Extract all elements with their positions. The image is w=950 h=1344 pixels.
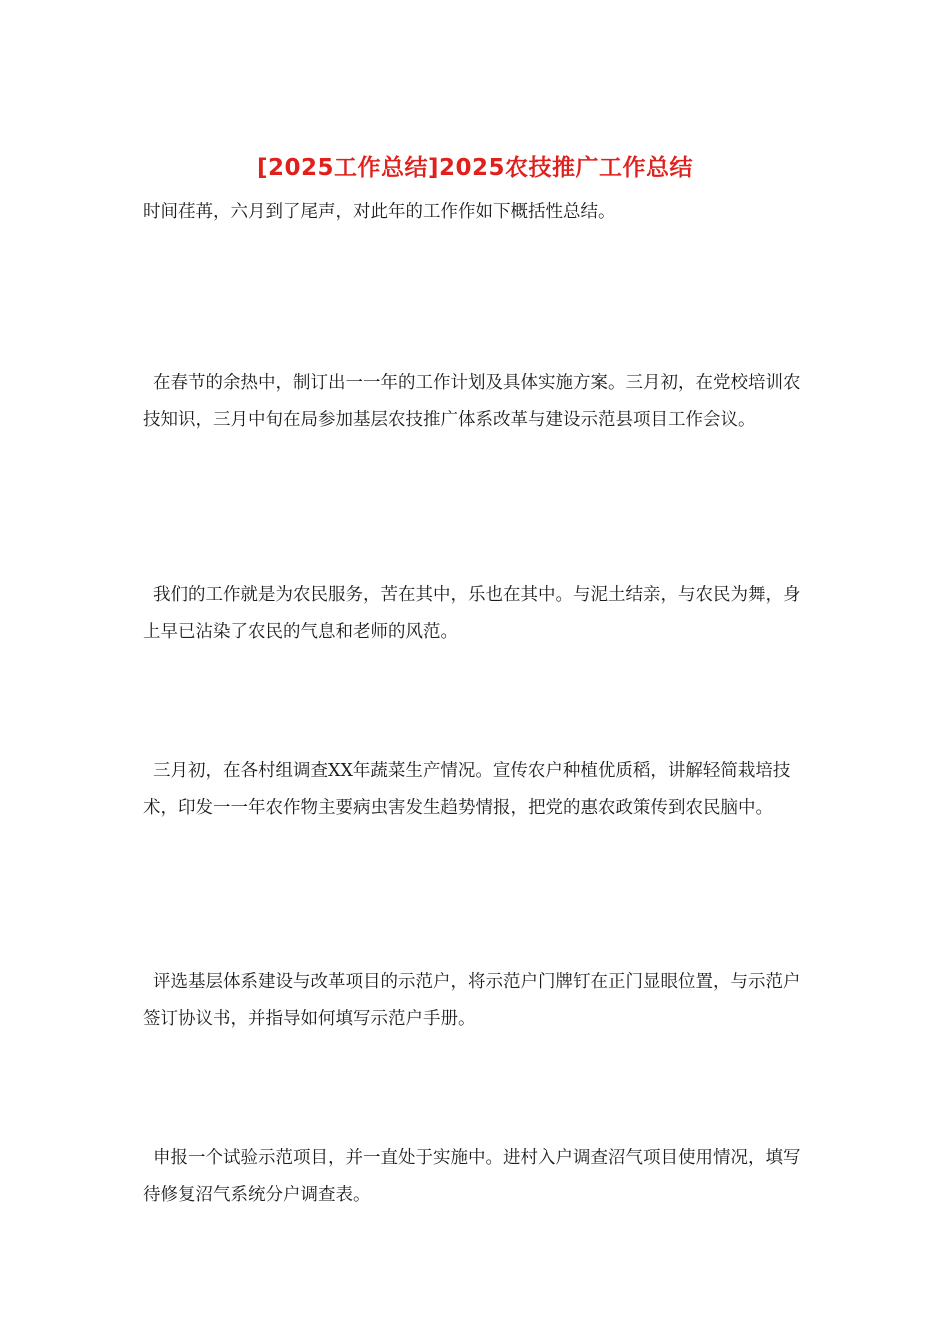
document-title: [2025工作总结]2025农技推广工作总结: [256, 155, 694, 181]
paragraph-serve-farmers: 我们的工作就是为农民服务，苦在其中，乐也在其中。与泥土结亲，与农民为舞，身上早已沾染了农民的气息和老师的风范。: [143, 585, 801, 642]
paragraph-biogas-project: 申报一个试验示范项目，并一直处于实施中。进村入户调查沼气项目使用情况，填写待修复沼气系统分户调查表。: [143, 1148, 801, 1205]
paragraph-march-survey: 三月初，在各村组调查XX年蔬菜生产情况。宣传农户种植优质稻，讲解轻简栽培技术，印发一一年农作物主要病虫害发生趋势情报，把党的惠农政策传到农民脑中。: [143, 761, 791, 818]
paragraph-spring-plan: 在春节的余热中，制订出一一年的工作计划及具体实施方案。三月初，在党校培训农技知识，三月中旬在局参加基层农技推广体系改革与建设示范县项目工作会议。: [143, 373, 801, 430]
paragraph-demo-households: 评选基层体系建设与改革项目的示范户，将示范户门牌钉在正门显眼位置，与示范户签订协议书，并指导如何填写示范户手册。: [143, 972, 801, 1029]
paragraph-intro: 时间荏苒，六月到了尾声，对此年的工作作如下概括性总结。: [143, 202, 616, 222]
